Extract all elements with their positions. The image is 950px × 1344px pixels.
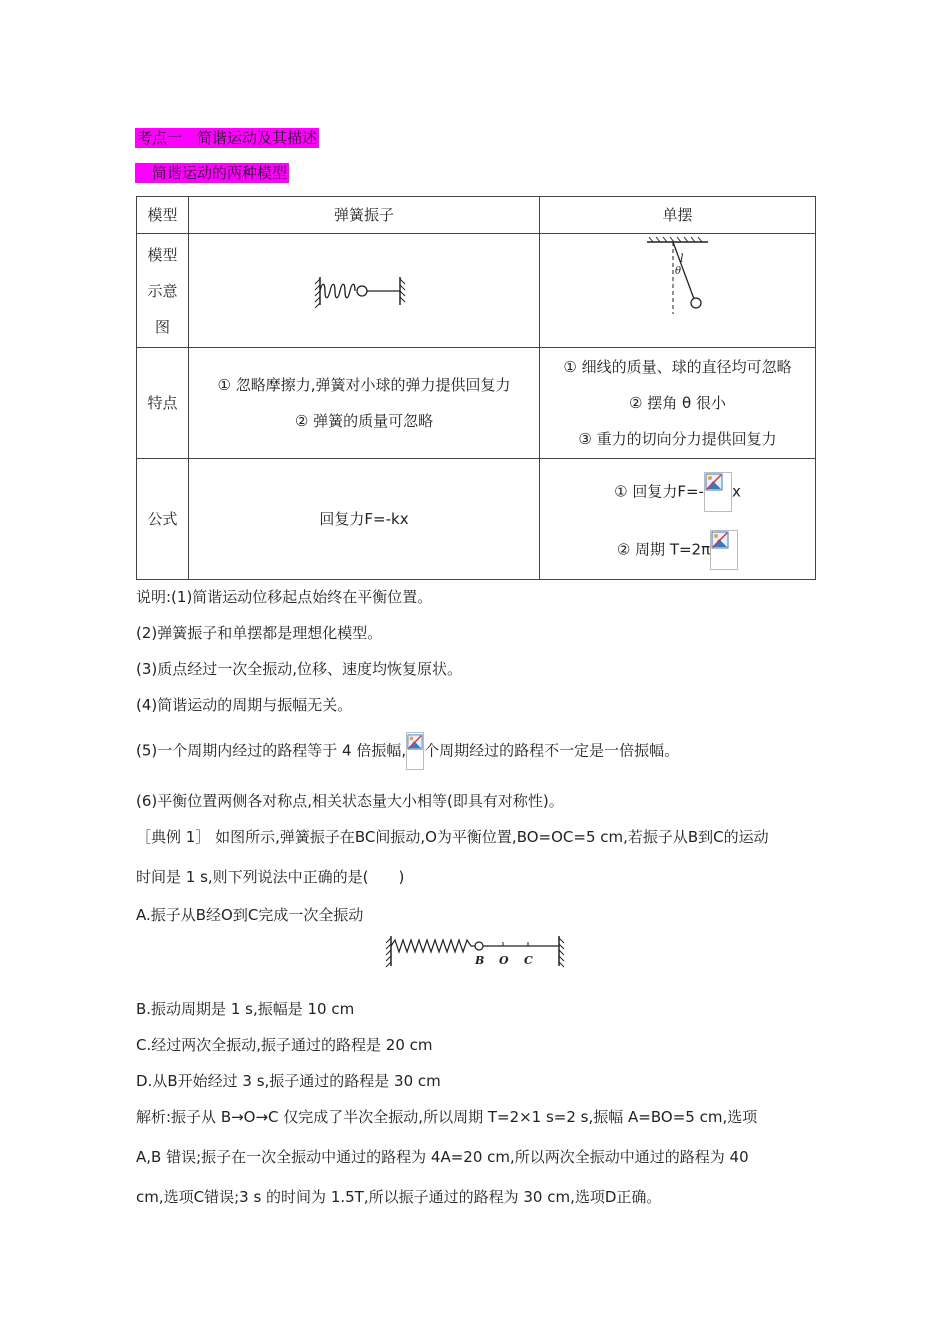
spring-diagram-cell bbox=[189, 234, 540, 348]
option-b: B.振动周期是 1 s,振幅是 10 cm bbox=[136, 1000, 355, 1018]
option-a: A.振子从B经O到C完成一次全振动 bbox=[136, 906, 364, 924]
models-table bbox=[136, 196, 816, 580]
label-b: B bbox=[475, 954, 485, 967]
spring-formula: 回复力F=-kx bbox=[189, 459, 540, 580]
pendulum-formulas: ① 回复力F=- x ② 周期 T=2π bbox=[540, 459, 816, 580]
note-4: (4)简谐运动的周期与振幅无关。 bbox=[136, 696, 353, 714]
note-2: (2)弹簧振子和单摆都是理想化模型。 bbox=[136, 624, 383, 642]
pendulum-angle-label: θ bbox=[675, 265, 682, 277]
header-spring: 弹簧振子 bbox=[189, 197, 540, 234]
section-heading: 考点一 简谐运动及其描述 bbox=[137, 129, 318, 147]
formula-image-placeholder bbox=[406, 732, 424, 770]
solution-line-1: 解析:振子从 B→O→C 仅完成了半次全振动,所以周期 T=2×1 s=2 s,振幅 A=BO=5 cm,选项 bbox=[136, 1108, 758, 1126]
note-5: (5)一个周期内经过的路程等于 4 倍振幅, 个周期经过的路程不一定是一倍振幅。 bbox=[136, 732, 679, 770]
row-label-features: 特点 bbox=[137, 348, 189, 459]
example-spring-figure bbox=[383, 932, 573, 972]
label-o: O bbox=[499, 954, 509, 967]
note-3: (3)质点经过一次全振动,位移、速度均恢复原状。 bbox=[136, 660, 463, 678]
option-c: C.经过两次全振动,振子通过的路程是 20 cm bbox=[136, 1036, 433, 1054]
solution-line-2: A,B 错误;振子在一次全振动中通过的路程为 4A=20 cm,所以两次全振动中通过的路程为 40 bbox=[136, 1148, 749, 1166]
solution-line-3: cm,选项C错误;3 s 的时间为 1.5T,所以振子通过的路程为 30 cm,选项D正确。 bbox=[136, 1188, 662, 1206]
spring-features: ① 忽略摩擦力,弹簧对小球的弹力提供回复力 ② 弹簧的质量可忽略 bbox=[189, 348, 540, 459]
option-d: D.从B开始经过 3 s,振子通过的路程是 30 cm bbox=[136, 1072, 441, 1090]
pendulum-diagram bbox=[540, 236, 816, 346]
example-stem-1: ［典例 1］ 如图所示,弹簧振子在BC间振动,O为平衡位置,BO=OC=5 cm,若振子从B到C的运动 bbox=[136, 828, 769, 846]
pendulum-length-label: l bbox=[680, 251, 684, 265]
example-stem-2: 时间是 1 s,则下列说法中正确的是( ) bbox=[136, 868, 405, 886]
header-pendulum: 单摆 bbox=[540, 197, 816, 234]
note-6: (6)平衡位置两侧各对称点,相关状态量大小相等(即具有对称性)。 bbox=[136, 792, 564, 810]
row-label-formula: 公式 bbox=[137, 459, 189, 580]
label-c: C bbox=[524, 954, 533, 967]
pendulum-diagram-cell bbox=[540, 234, 816, 348]
pendulum-features: ① 细线的质量、球的直径均可忽略 ② 摆角 θ 很小 ③ 重力的切向分力提供回复力 bbox=[540, 348, 816, 459]
formula-image-placeholder bbox=[710, 530, 738, 570]
formula-image-placeholder bbox=[704, 472, 732, 512]
row-label-diagram: 模型 示意 图 bbox=[137, 234, 189, 348]
note-1: 说明:(1)简谐运动位移起点始终在平衡位置。 bbox=[136, 588, 433, 606]
spring-oscillator-diagram bbox=[314, 271, 414, 311]
subsection-heading: 简谐运动的两种模型 bbox=[137, 164, 288, 182]
header-model: 模型 bbox=[137, 197, 189, 234]
